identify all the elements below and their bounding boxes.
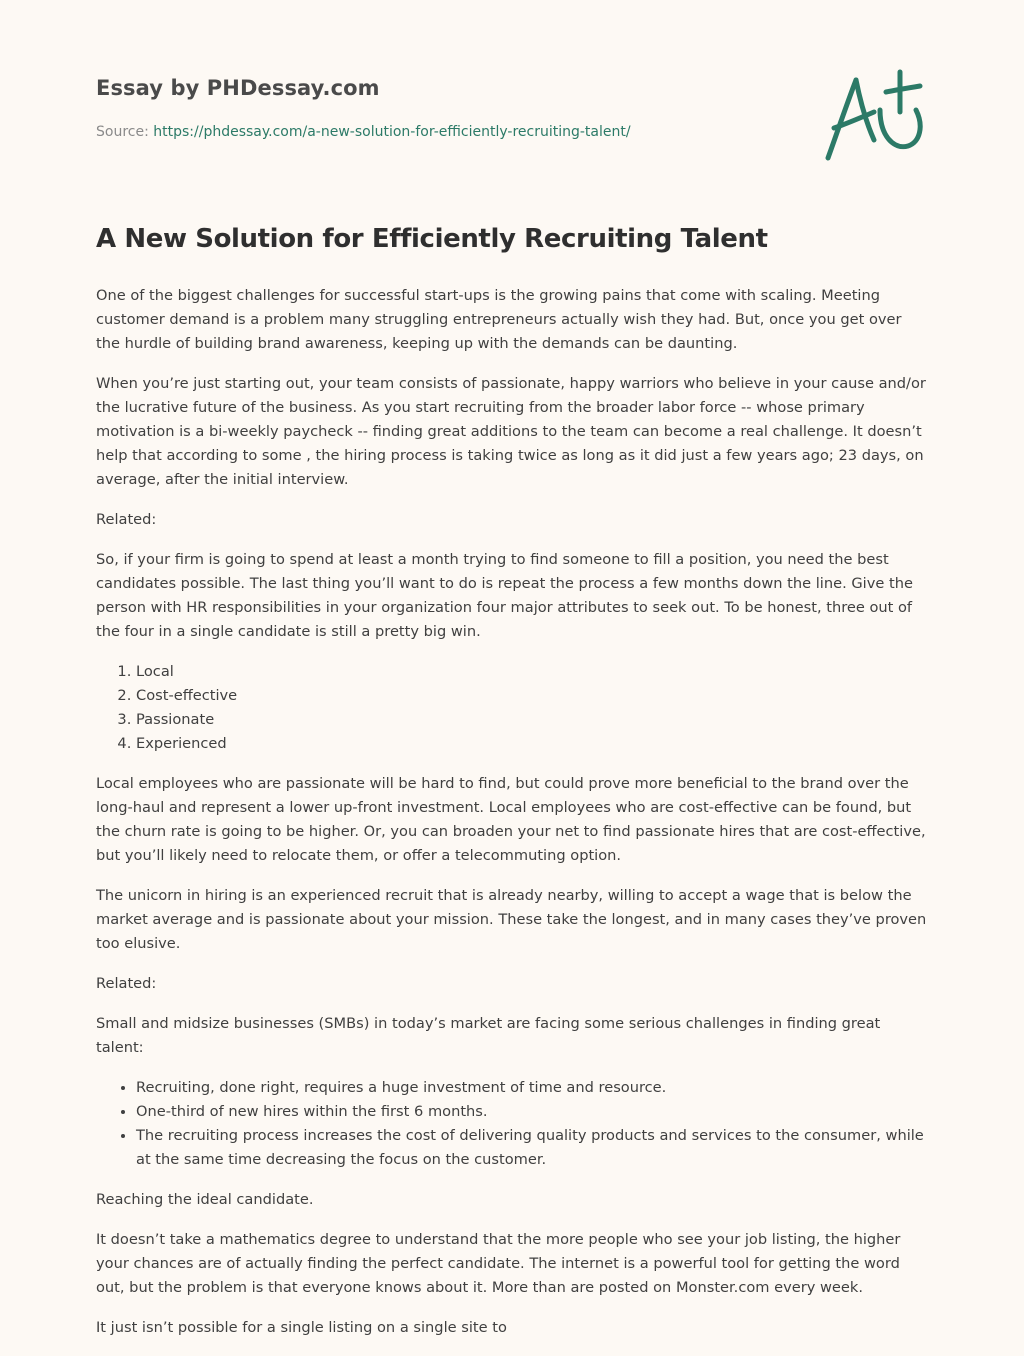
paragraph: One of the biggest challenges for successful start-ups is the growing pains that come with scaling. Meeting customer demand is a problem many struggling entrepreneurs actually wish they had. But, once you get over the hurdle of building brand awareness, keeping up with the demands can be daunting. [96,287,902,352]
paragraph: The unicorn in hiring is an experienced recruit that is already nearby, willing to accept a wage that is below the market average and is passionate about your mission. These take the longest, and in many cases they’ve proven too elusive. [96,887,927,952]
list-item: • The recruiting process increases the cost of delivering quality products and services to the consumer, while at the same time decreasing the focus on the customer. [136,1124,928,1172]
related-label: Related: [96,975,157,992]
a-plus-logo-icon [820,66,930,166]
paragraph: Local employees who are passionate will be hard to find, but could prove more beneficial to the brand over the long-haul and represent a lower up-front investment. Local employees who are cost-effective can be found, but the churn rate is going to be higher. Or, you can broaden your net to find passionate hires that are cost-effective, but you’ll likely need to relocate them, or offer a telecommuting option. [96,775,926,864]
list-item: 2. Cost-effective [136,684,928,708]
source-line [96,124,631,140]
list-item: • Recruiting, done right, requires a huge investment of time and resource. [136,1076,928,1100]
challenges-list [96,1076,928,1172]
attributes-list [96,660,928,756]
paragraph: It just isn’t possible for a single listing on a single site to [96,1319,507,1336]
list-item: 3. Passionate [136,708,928,732]
source-link[interactable]: https://phdessay.com/a-new-solution-for-efficiently-recruiting-talent/ [153,124,631,140]
related-label: Related: [96,511,157,528]
essay-title: A New Solution for Efficiently Recruiting Talent [96,224,768,254]
paragraph: It doesn’t take a mathematics degree to understand that the more people who see your job listing, the higher your chances are of actually finding the perfect candidate. The internet is a powerful tool for getting the word out, but the problem is that everyone knows about it. More than are posted on Monster.com every week. [96,1231,901,1296]
essay-body [96,284,928,1356]
list-item: 4. Experienced [136,732,928,756]
list-item: 1. Local [136,660,928,684]
paragraph: When you’re just starting out, your team consists of passionate, happy warriors who believe in your cause and/or the lucrative future of the business. As you start recruiting from the broader labor force -- whose primary motivation is a bi-weekly paycheck -- finding great additions to the team can become a real challenge. It doesn’t help that according to some , the hiring process is taking twice as long as it did just a few years ago; 23 days, on average, after the initial interview. [96,375,926,488]
source-label: Source: [96,124,149,140]
list-item: • One-third of new hires within the first 6 months. [136,1100,928,1124]
subheading: Reaching the ideal candidate. [96,1191,314,1208]
paragraph: Small and midsize businesses (SMBs) in today’s market are facing some serious challenges in finding great talent: [96,1015,881,1056]
paragraph: So, if your firm is going to spend at least a month trying to find someone to fill a position, you need the best candidates possible. The last thing you’ll want to do is repeat the process a few months down the line. Give the person with HR responsibilities in your organization four major attributes to seek out. To be honest, three out of the four in a single candidate is still a pretty big win. [96,551,913,640]
site-brand: Essay by PHDessay.com [96,76,380,100]
